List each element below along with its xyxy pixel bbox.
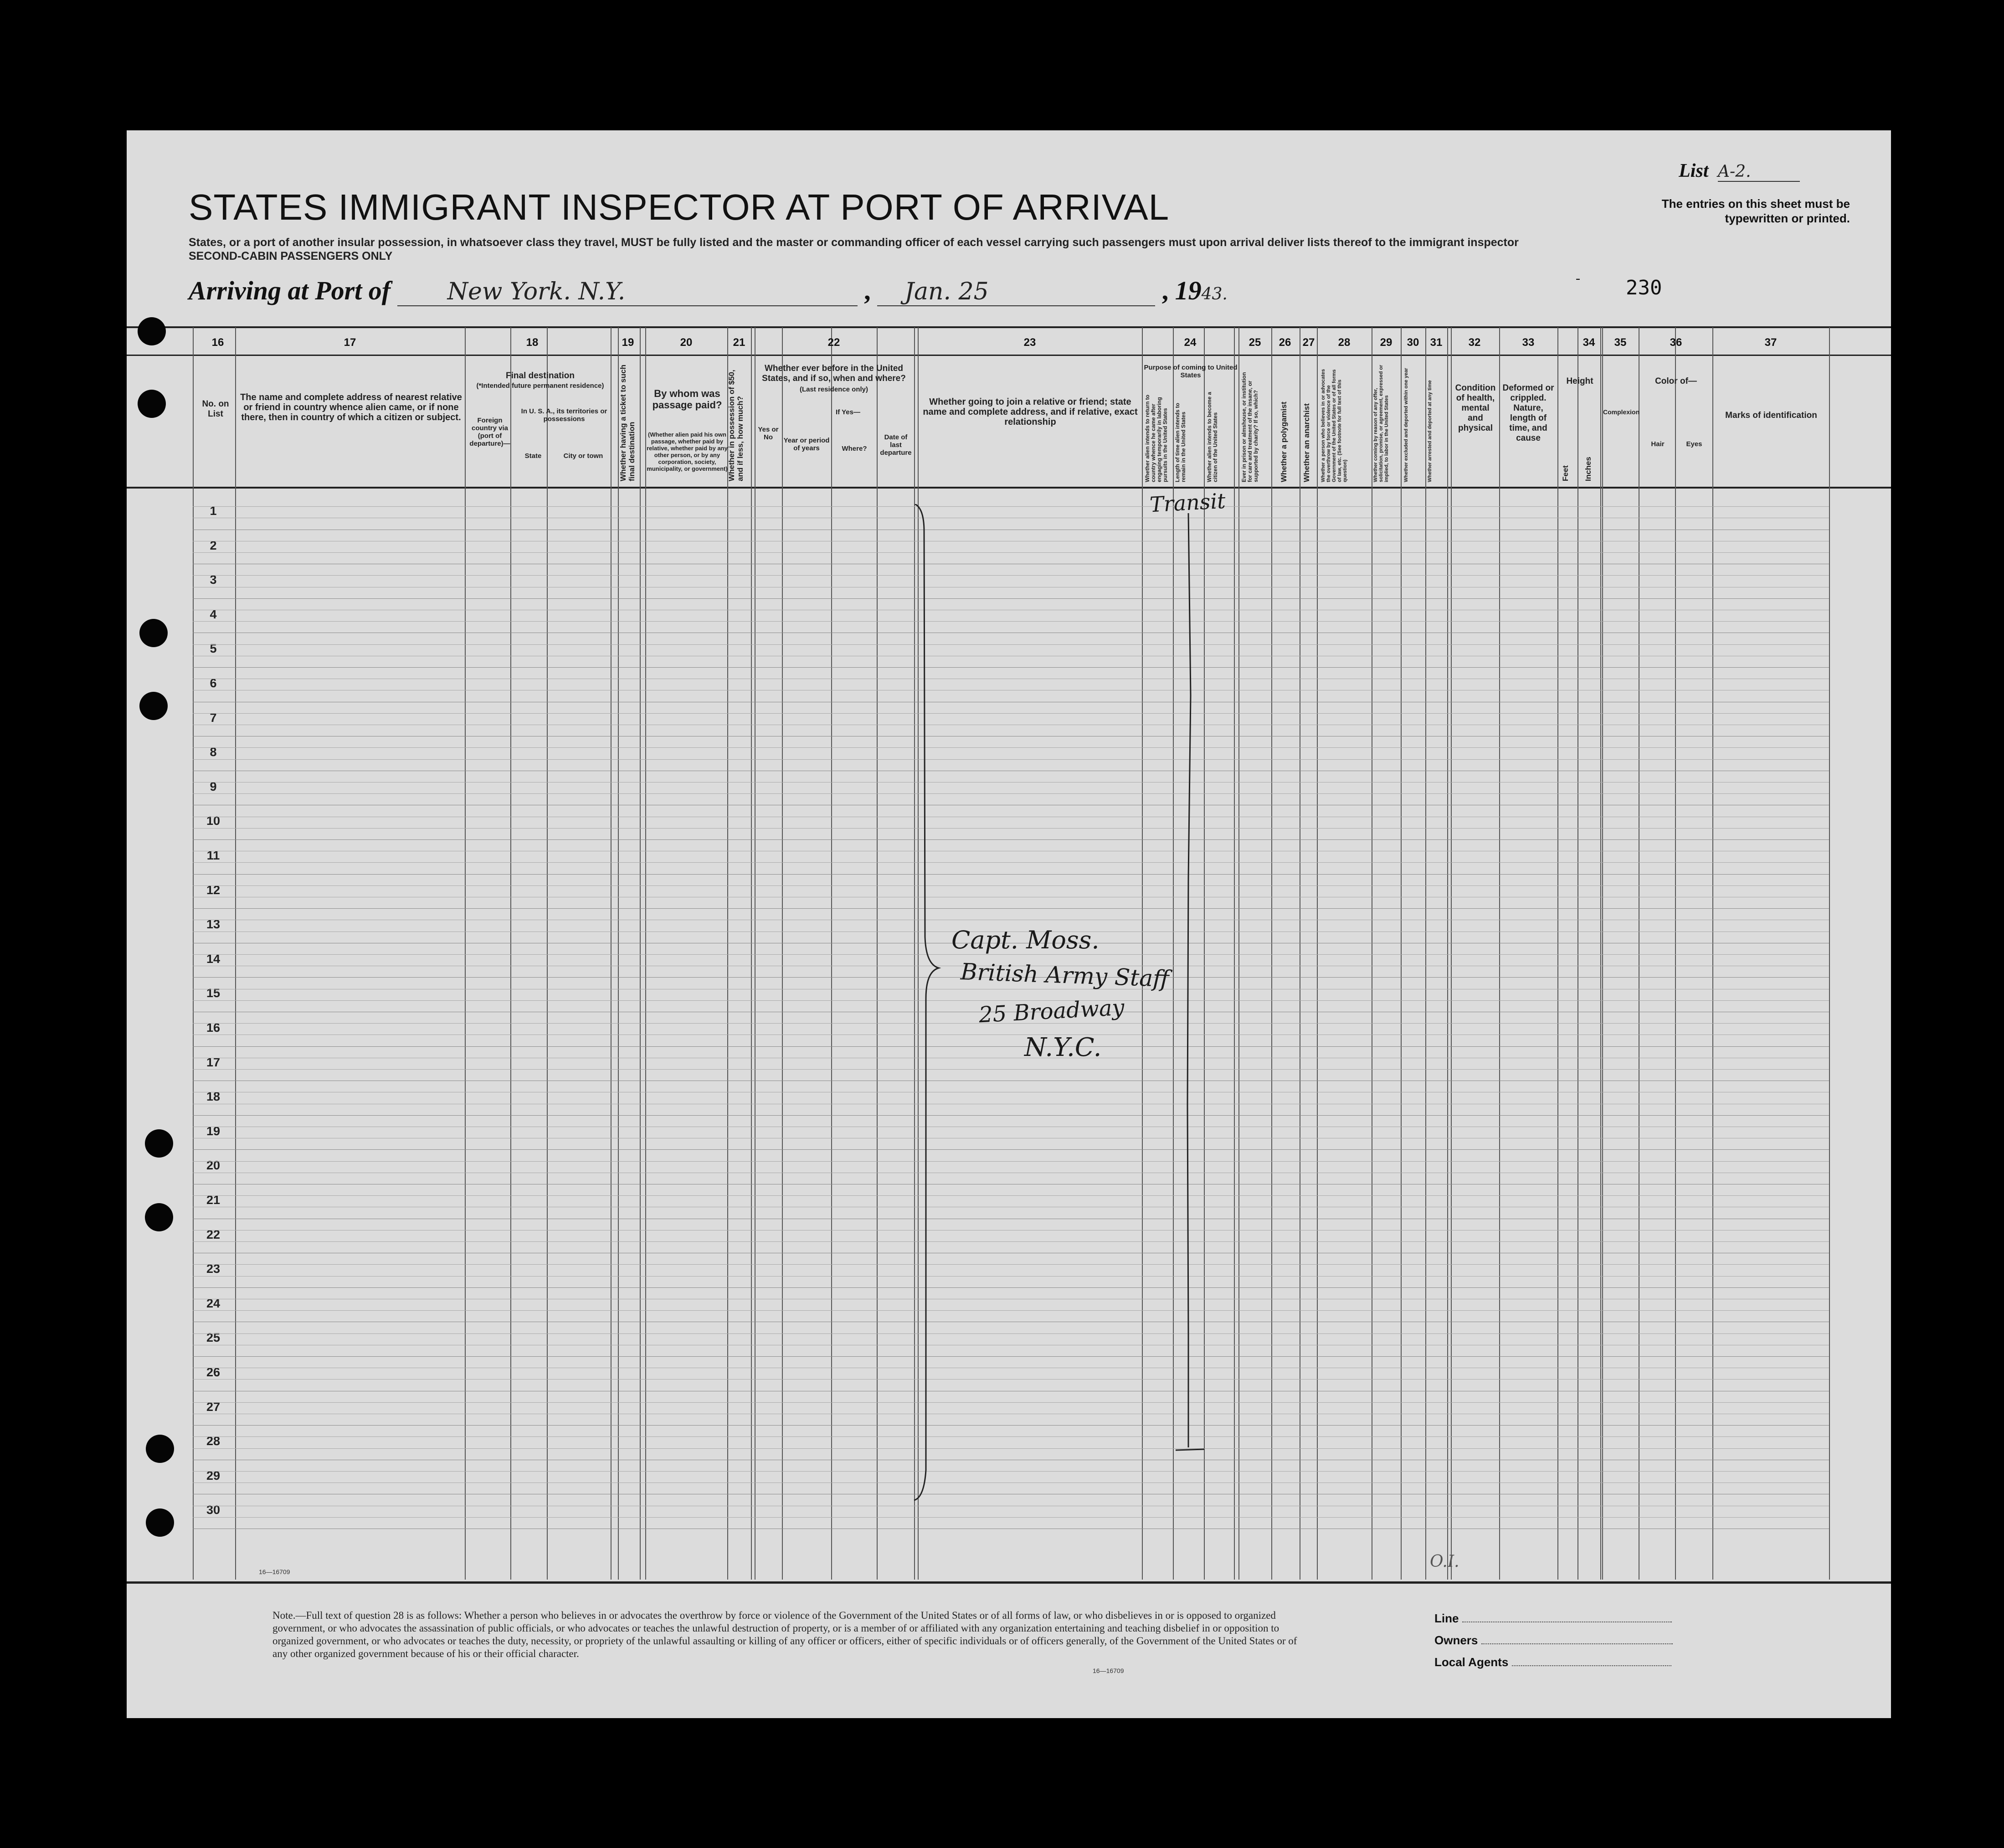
- column-number: 18: [526, 336, 539, 349]
- form-number-top: 16—16709: [259, 1568, 290, 1575]
- punch-hole: [145, 1203, 173, 1231]
- row-rule: [193, 1046, 1829, 1047]
- column-number: 32: [1468, 336, 1481, 349]
- line-field: [1434, 1611, 1672, 1626]
- column-number: 19: [622, 336, 634, 349]
- col36-header: Color of—: [1655, 376, 1697, 386]
- row-rule: [193, 1448, 1829, 1449]
- row-number: 19: [206, 1124, 221, 1138]
- row-rule: [193, 1276, 1829, 1277]
- row-rule: [193, 575, 1829, 576]
- page-title: STATES IMMIGRANT INSPECTOR AT PORT OF ARRIVAL: [189, 187, 1170, 227]
- column-number: 30: [1407, 336, 1419, 349]
- row-rule: [193, 828, 1829, 829]
- row-rule: [193, 747, 1829, 748]
- col22-where: Where?: [842, 445, 867, 453]
- list-label-text: List: [1679, 160, 1709, 181]
- row-rule: [193, 667, 1829, 668]
- column-rule: [1675, 327, 1676, 1580]
- punch-hole: [138, 390, 166, 418]
- handwritten-join-2: British Army Staff: [960, 958, 1170, 992]
- handwritten-join-4: N.Y.C.: [1024, 1033, 1102, 1062]
- arriving-line: Arriving at Port of New York. N.Y. , Jan. 25 , 1943.: [189, 276, 1228, 305]
- handwritten-join-1: Capt. Moss.: [951, 926, 1100, 954]
- row-number: 18: [206, 1090, 221, 1104]
- col34-feet: Feet: [1561, 465, 1570, 481]
- row-number: 1: [210, 504, 217, 518]
- column-rule: [727, 327, 728, 1580]
- owners-field: [1434, 1633, 1673, 1647]
- row-rule: [193, 1161, 1829, 1162]
- row-number: 5: [210, 642, 217, 656]
- column-rule: [235, 327, 236, 1580]
- row-number: 2: [210, 538, 217, 552]
- column-number: 37: [1764, 336, 1777, 349]
- row-rule: [193, 1287, 1829, 1288]
- col34-inches: Inches: [1584, 457, 1593, 481]
- column-rule: [1142, 327, 1143, 1580]
- row-rule: [193, 759, 1829, 760]
- col17-header: The name and complete address of nearest relative or friend in country whence alien came, or if none there, then in country of which a citizen or subject.: [240, 392, 462, 422]
- transit-ditto-line: [1170, 513, 1207, 1516]
- column-number: 34: [1583, 336, 1595, 349]
- col22-header: Whether ever before in the United States, and if so, when and where?: [762, 364, 906, 383]
- row-number: 30: [206, 1503, 221, 1517]
- row-rule: [193, 621, 1829, 622]
- row-number: 22: [206, 1227, 221, 1241]
- col16-header: No. on List: [202, 399, 229, 419]
- instruction-text: States, or a port of another insular possession, in whatsoever class they travel, MUST be fully listed and the master or commanding officer of each vessel carrying such passengers must upon arrival deliver lists thereof to the immigrant inspector: [189, 236, 1519, 249]
- row-number: 4: [210, 607, 217, 621]
- column-rule: [1401, 327, 1402, 1580]
- footnote-text: Note.—Full text of question 28 is as follows: Whether a person who believes in or advocates the overthrow by force or violence of the Government of the United States or of all forms of law, or who disbelieves in or is opposed to organized government, or who advocates the assassination of public officials, or who advocates or teaches the unlawful destruction of property, or is a member of or affiliated with any organization entertaining and teaching disbelief in or opposition to organized government, or who advocates or teaches the duty, necessity, or propriety of the unlawful assaulting or killing of any officer or officers, either of specific individuals or of officers generally, of the Government of the United States or of any other organized government because of his or their official character.: [272, 1610, 1297, 1659]
- row-rule: [193, 644, 1829, 645]
- row-rule: [193, 1379, 1829, 1380]
- col24-a: Whether alien intends to return to country whence he came after engaging temporarily in laboring pursuits in the United States: [1144, 394, 1168, 482]
- row-rule: [193, 862, 1829, 863]
- row-number: 25: [206, 1331, 221, 1345]
- punch-hole: [146, 1508, 174, 1537]
- column-rule: [465, 327, 466, 1580]
- column-number: 33: [1522, 336, 1535, 349]
- col18-header: Final destination: [506, 371, 575, 381]
- col22-date: Date of last departure: [880, 433, 912, 457]
- row-number: 20: [206, 1158, 221, 1173]
- col37-header: Marks of identification: [1725, 411, 1817, 420]
- column-rule: [193, 327, 194, 1580]
- col18-usa: In U. S. A., its territories or possessions: [521, 407, 607, 423]
- port-value: New York. N.Y.: [397, 278, 858, 306]
- col22-note: (Last residence only): [799, 386, 868, 393]
- col31-header: Whether arrested and deported at any time: [1427, 380, 1433, 482]
- punch-hole: [138, 317, 166, 345]
- column-rule: [751, 327, 752, 1580]
- line-label: Line: [1434, 1611, 1459, 1625]
- col32-header: Condition of health, mental and physical: [1455, 383, 1496, 433]
- row-rule: [193, 598, 1829, 599]
- col33-header: Deformed or crippled. Nature, length of time, and cause: [1502, 383, 1554, 443]
- col36-hair: Hair: [1651, 440, 1665, 448]
- row-rule: [193, 874, 1829, 875]
- row-number: 29: [206, 1468, 221, 1483]
- col20-note: (Whether alien paid his own passage, whether paid by relative, whether paid by any other person, or by any corporation, society, municipality, or government): [647, 431, 728, 472]
- col18-foreign: Foreign country via (port of departure)—: [469, 417, 510, 448]
- row-number: 27: [206, 1400, 221, 1414]
- class-line: SECOND-CABIN PASSENGERS ONLY: [189, 250, 393, 263]
- row-rule: [193, 1069, 1829, 1070]
- column-rule: [1425, 327, 1426, 1580]
- col21-header: Whether in possession of $50, and if less, how much?: [727, 370, 745, 481]
- col18-city: City or town: [563, 452, 603, 460]
- row-number: 24: [206, 1296, 221, 1310]
- col24-header: Purpose of coming to United States: [1144, 364, 1238, 379]
- punch-hole: [145, 1129, 173, 1158]
- column-number: 20: [680, 336, 693, 349]
- col18-note: (*Intended future permanent residence): [476, 382, 604, 390]
- owners-label: Owners: [1434, 1633, 1478, 1647]
- row-rule: [193, 954, 1829, 955]
- col26-header: Whether a polygamist: [1279, 402, 1288, 482]
- column-rule: [1234, 327, 1235, 1580]
- row-number: 12: [206, 883, 221, 897]
- date-value: Jan. 25: [877, 278, 1155, 306]
- row-number: 28: [206, 1434, 221, 1448]
- column-rule: [1451, 327, 1452, 1580]
- column-number: 29: [1380, 336, 1393, 349]
- row-number: 6: [210, 676, 217, 690]
- column-number: 28: [1338, 336, 1351, 349]
- row-rule: [193, 1356, 1829, 1357]
- list-value: A-2.: [1718, 162, 1800, 182]
- handwritten-purpose: Transit: [1149, 488, 1226, 517]
- header-bottom-rule: [127, 487, 1891, 489]
- row-rule: [193, 1241, 1829, 1242]
- column-number: 25: [1249, 336, 1261, 349]
- column-rule: [1317, 327, 1318, 1580]
- column-rule: [1829, 327, 1830, 1580]
- row-rule: [193, 1195, 1829, 1196]
- row-number: 13: [206, 917, 221, 932]
- row-number: 21: [206, 1193, 221, 1207]
- row-rule: [193, 506, 1829, 507]
- row-rule: [193, 1402, 1829, 1403]
- handwritten-join-3: 25 Broadway: [978, 994, 1125, 1028]
- row-number: 17: [206, 1055, 221, 1069]
- row-rule: [193, 908, 1829, 909]
- row-number: 16: [206, 1021, 221, 1035]
- year-prefix: 19: [1175, 276, 1202, 305]
- row-number: 11: [206, 849, 220, 862]
- col22-year: Year or period of years: [783, 437, 830, 452]
- row-number: 10: [206, 814, 221, 828]
- local-agents-label: Local Agents: [1434, 1655, 1509, 1669]
- column-number: 26: [1279, 336, 1291, 349]
- col22-yesno: Yes or No: [758, 426, 779, 441]
- col23-header: Whether going to join a relative or friend; state name and complete address, and if relative, exact relationship: [923, 397, 1138, 427]
- row-rule: [193, 1115, 1829, 1116]
- row-rule: [193, 552, 1829, 553]
- row-number: 15: [206, 986, 221, 1000]
- col18-state: State: [524, 452, 542, 460]
- row-rule: [193, 1471, 1829, 1472]
- entries-note: The entries on this sheet must be typewritten or printed.: [1661, 197, 1850, 225]
- column-number: 21: [733, 336, 745, 349]
- row-rule: [193, 713, 1829, 714]
- column-number-rule: [127, 355, 1891, 356]
- col30-header: Whether excluded and deported within one year: [1403, 368, 1409, 482]
- col34-header: Height: [1566, 376, 1593, 386]
- column-number: 24: [1184, 336, 1197, 349]
- row-number: 8: [210, 745, 217, 759]
- row-number: 23: [206, 1262, 221, 1276]
- column-rule: [1447, 327, 1448, 1580]
- sheet-number: 230: [1626, 276, 1662, 299]
- column-rule: [1557, 327, 1558, 1580]
- row-number: 14: [206, 952, 221, 966]
- column-rule: [640, 327, 641, 1580]
- grid-bottom-rule: [127, 1581, 1891, 1584]
- col22-ifyes: If Yes—: [836, 408, 860, 416]
- col28-header: Whether a person who believes in or advocates the overthrow by force or violence of the Government of the United States or of all forms of law, etc. (See footnote for full text of this question): [1321, 369, 1348, 482]
- column-rule: [1600, 327, 1601, 1580]
- handwritten-initials: O.I.: [1430, 1552, 1459, 1571]
- year-suffix: 43.: [1201, 285, 1228, 304]
- dash-mark: -: [1576, 271, 1580, 286]
- column-rule: [1712, 327, 1713, 1580]
- column-rule: [1271, 327, 1272, 1580]
- column-rule: [618, 327, 619, 1580]
- col19-header: Whether having a ticket to such final destination: [619, 365, 636, 481]
- column-rule: [782, 327, 783, 1580]
- column-number: 35: [1614, 336, 1627, 349]
- manifest-sheet: [127, 130, 1891, 1718]
- row-rule: [193, 1333, 1829, 1334]
- punch-hole: [139, 619, 168, 647]
- form-number-bottom: 16—16709: [1093, 1667, 1124, 1674]
- column-number: 22: [827, 336, 840, 349]
- column-rule: [1499, 327, 1500, 1580]
- column-rule: [877, 327, 878, 1580]
- row-rule: [193, 1517, 1829, 1518]
- arriving-label: Arriving at Port of: [189, 276, 391, 305]
- punch-hole: [146, 1435, 174, 1463]
- list-label: [1679, 160, 1800, 182]
- row-number: 7: [210, 710, 217, 725]
- column-rule: [510, 327, 511, 1580]
- column-number: 16: [211, 336, 224, 349]
- row-rule: [193, 1425, 1829, 1426]
- col29-header: Whether coming by reason of any offer, solicitation, promise, or agreement, expressed or implied, to labor in the United States: [1373, 365, 1389, 482]
- grid-top-rule: [127, 326, 1891, 328]
- column-rule: [547, 327, 548, 1580]
- column-number: 17: [344, 336, 356, 349]
- column-number: 31: [1430, 336, 1443, 349]
- column-rule: [831, 327, 832, 1580]
- column-rule: [1602, 327, 1603, 1580]
- punch-hole: [139, 692, 168, 720]
- column-number: 23: [1023, 336, 1036, 349]
- col24-c: Whether alien intends to become a citizen of the United States: [1206, 391, 1218, 482]
- local-agents-field: [1434, 1655, 1671, 1669]
- row-rule: [193, 885, 1829, 886]
- col20-header: By whom was passage paid?: [652, 388, 722, 411]
- row-rule: [193, 793, 1829, 794]
- row-rule: [193, 839, 1829, 840]
- row-rule: [193, 1149, 1829, 1150]
- column-rule: [645, 327, 646, 1580]
- row-number: 9: [210, 779, 217, 793]
- row-number: 3: [210, 573, 217, 587]
- col35-header: Complexion: [1603, 408, 1640, 416]
- col27-header: Whether an anarchist: [1302, 403, 1311, 482]
- col36-eyes: Eyes: [1686, 440, 1702, 448]
- column-number: 27: [1302, 336, 1315, 349]
- row-rule: [193, 1264, 1829, 1265]
- col25-header: Ever in prison or almshouse, or institution for care and treatment of the insane, or supported by charity? If so, which?: [1241, 372, 1259, 482]
- row-rule: [193, 1436, 1829, 1437]
- column-number: 36: [1670, 336, 1682, 349]
- column-rule: [1238, 327, 1239, 1580]
- join-bracket: [910, 504, 951, 1502]
- col24-b: Length of time alien intends to remain in the United States: [1174, 403, 1187, 482]
- row-rule: [193, 1310, 1829, 1311]
- row-number: 26: [206, 1365, 221, 1379]
